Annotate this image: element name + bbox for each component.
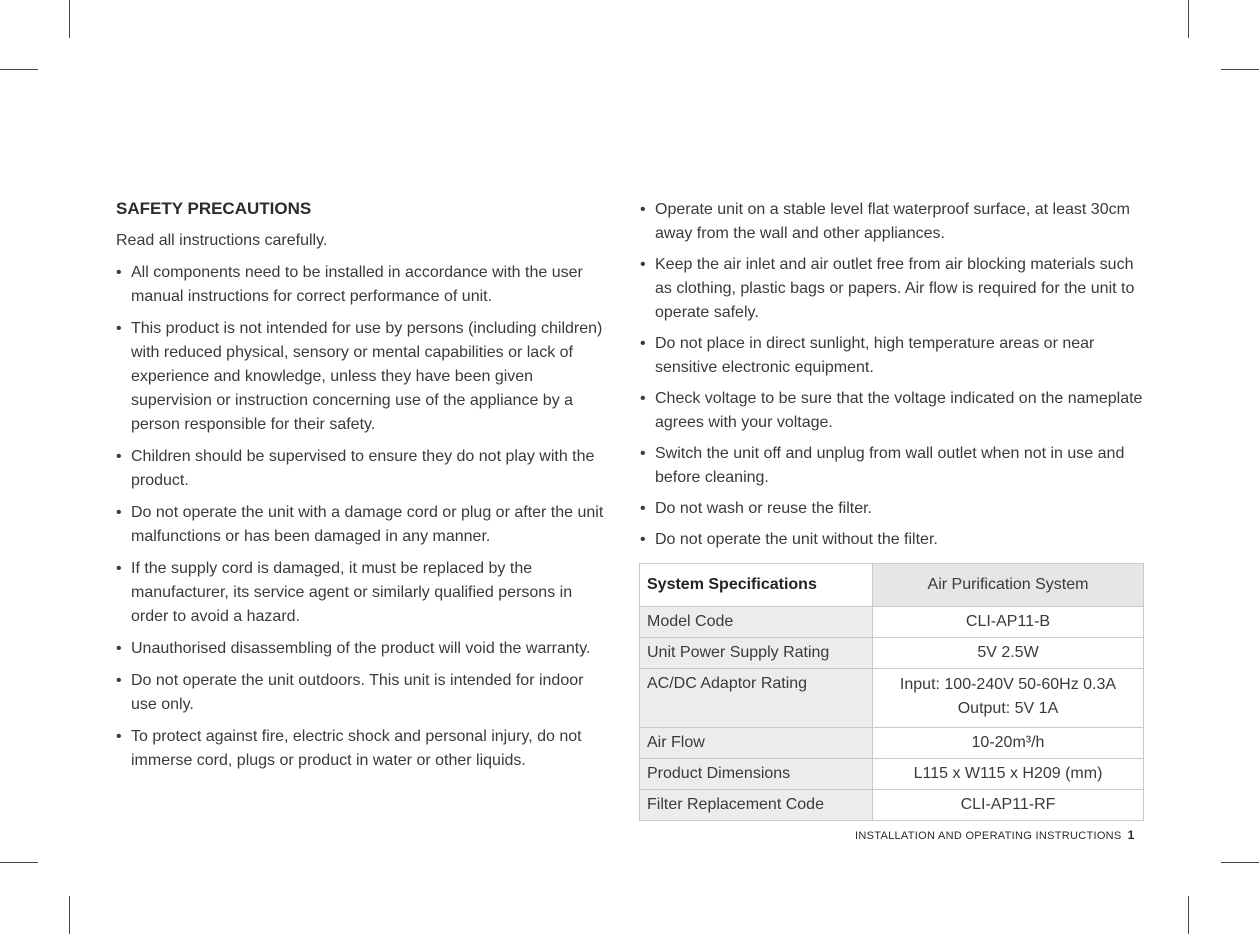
- list-item-text: Children should be supervised to ensure they do not play with the product.: [131, 448, 595, 489]
- bullet-icon: •: [640, 256, 646, 273]
- safety-list: [640, 198, 1145, 552]
- table-row: [640, 759, 1144, 790]
- table-row: [640, 790, 1144, 821]
- list-item-text: This product is not intended for use by persons (including children) with reduced physical, sensory or mental capabilities or lack of experience and knowledge, unless they have been given supervision or instruction concerning use of the appliance by a person responsible for their safety.: [131, 320, 603, 433]
- list-item-text: Check voltage to be sure that the voltage indicated on the nameplate agrees with your voltage.: [655, 390, 1143, 431]
- bullet-icon: •: [640, 390, 646, 407]
- spec-value-line: Input: 100-240V 50-60Hz 0.3A: [899, 676, 1117, 693]
- specifications-table: [639, 563, 1144, 821]
- list-item: [640, 387, 1145, 435]
- bullet-icon: •: [116, 560, 122, 577]
- list-item-text: Do not operate the unit outdoors. This unit is intended for indoor use only.: [131, 672, 584, 713]
- list-item-text: Do not operate the unit without the filter.: [655, 531, 938, 548]
- list-item-text: Keep the air inlet and air outlet free from air blocking materials such as clothing, plastic bags or papers. Air flow is required for the unit to operate safely.: [655, 256, 1135, 321]
- intro-text: Read all instructions carefully.: [116, 232, 328, 249]
- list-item-text: Unauthorised disassembling of the product will void the warranty.: [131, 640, 591, 657]
- spec-value: CLI-AP11-B: [873, 607, 1144, 638]
- spec-label: Product Dimensions: [640, 759, 873, 790]
- list-item-text: Do not wash or reuse the filter.: [655, 500, 872, 517]
- table-row: [640, 669, 1144, 728]
- crop-mark: [0, 862, 38, 863]
- table-header-value: Air Purification System: [873, 564, 1144, 607]
- left-column: [116, 198, 611, 781]
- bullet-icon: •: [116, 264, 122, 281]
- footer-text: INSTALLATION AND OPERATING INSTRUCTIONS: [855, 830, 1122, 842]
- spec-label: Model Code: [640, 607, 873, 638]
- spec-value: L115 x W115 x H209 (mm): [873, 759, 1144, 790]
- list-item: [640, 332, 1145, 380]
- list-item: [116, 501, 611, 549]
- crop-mark: [69, 896, 70, 934]
- bullet-icon: •: [640, 500, 646, 517]
- spec-value: CLI-AP11-RF: [873, 790, 1144, 821]
- list-item-text: Do not operate the unit with a damage cord or plug or after the unit malfunctions or has been damaged in any manner.: [131, 504, 604, 545]
- page-footer: [855, 828, 1135, 842]
- list-item-text: Switch the unit off and unplug from wall outlet when not in use and before cleaning.: [655, 445, 1125, 486]
- bullet-icon: •: [640, 335, 646, 352]
- list-item: [116, 557, 611, 629]
- page-number: 1: [1127, 828, 1135, 842]
- spec-value: [873, 669, 1144, 728]
- list-item: [116, 637, 611, 661]
- list-item-text: Do not place in direct sunlight, high temperature areas or near sensitive electronic equipment.: [655, 335, 1095, 376]
- spec-label: Filter Replacement Code: [640, 790, 873, 821]
- bullet-icon: •: [640, 201, 646, 218]
- bullet-icon: •: [116, 672, 122, 689]
- safety-list: [116, 261, 611, 773]
- table-header-label: System Specifications: [640, 564, 873, 607]
- bullet-icon: •: [116, 504, 122, 521]
- list-item: [640, 442, 1145, 490]
- crop-mark: [0, 69, 38, 70]
- list-item-text: All components need to be installed in accordance with the user manual instructions for correct performance of unit.: [131, 264, 583, 305]
- spec-label: AC/DC Adaptor Rating: [640, 669, 873, 728]
- table-header-row: [640, 564, 1144, 607]
- right-column: [640, 198, 1145, 559]
- crop-mark: [1188, 896, 1189, 934]
- bullet-icon: •: [116, 320, 122, 337]
- list-item-text: If the supply cord is damaged, it must be replaced by the manufacturer, its service agent or similarly qualified persons in order to avoid a hazard.: [131, 560, 573, 625]
- section-heading: SAFETY PRECAUTIONS: [116, 199, 312, 218]
- list-item: [116, 725, 611, 773]
- bullet-icon: •: [116, 640, 122, 657]
- list-item: [116, 317, 611, 437]
- table-row: [640, 607, 1144, 638]
- bullet-icon: •: [640, 445, 646, 462]
- table-row: [640, 638, 1144, 669]
- spec-value: 5V 2.5W: [873, 638, 1144, 669]
- spec-label: Unit Power Supply Rating: [640, 638, 873, 669]
- list-item: [640, 198, 1145, 246]
- table-row: [640, 728, 1144, 759]
- list-item-text: To protect against fire, electric shock and personal injury, do not immerse cord, plugs or product in water or other liquids.: [131, 728, 582, 769]
- bullet-icon: •: [116, 728, 122, 745]
- list-item: [640, 497, 1145, 521]
- crop-mark: [1221, 862, 1259, 863]
- list-item: [116, 261, 611, 309]
- crop-mark: [1188, 0, 1189, 38]
- crop-mark: [69, 0, 70, 38]
- spec-value: 10-20m³/h: [873, 728, 1144, 759]
- spec-label: Air Flow: [640, 728, 873, 759]
- list-item: [116, 445, 611, 493]
- list-item: [640, 528, 1145, 552]
- list-item: [116, 669, 611, 717]
- spec-value-line: Output: 5V 1A: [957, 700, 1059, 717]
- crop-mark: [1221, 69, 1259, 70]
- bullet-icon: •: [640, 531, 646, 548]
- list-item-text: Operate unit on a stable level flat waterproof surface, at least 30cm away from the wall and other appliances.: [655, 201, 1130, 242]
- list-item: [640, 253, 1145, 325]
- bullet-icon: •: [116, 448, 122, 465]
